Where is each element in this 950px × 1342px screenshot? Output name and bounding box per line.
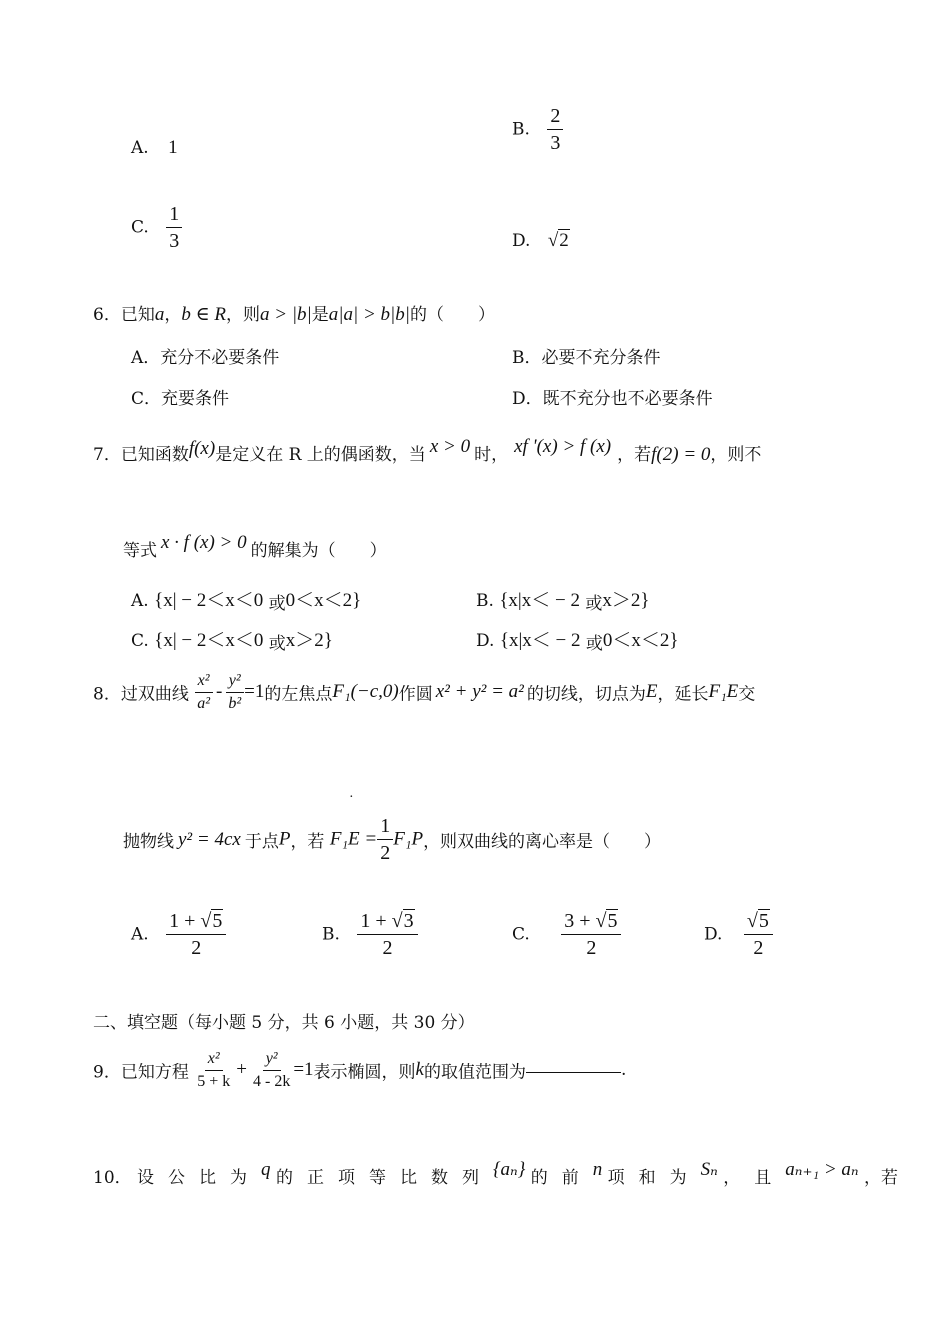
question-number: 8． bbox=[93, 684, 121, 705]
math-var: q bbox=[261, 1159, 271, 1180]
section-heading: 二、填空题（每小题 5 分，共 6 小题，共 30 分） bbox=[93, 1013, 475, 1033]
fraction bbox=[225, 672, 244, 712]
q5-option-b bbox=[512, 105, 563, 154]
fraction bbox=[194, 1050, 233, 1090]
math-expr: aₙ₊₁ > aₙ bbox=[785, 1159, 859, 1180]
math-var: a bbox=[154, 304, 165, 325]
fraction bbox=[377, 815, 393, 864]
option-set: {x| − 2＜x＜0 bbox=[154, 630, 264, 651]
math-expr: F₁(−c,0) bbox=[332, 681, 399, 703]
stem-text: ，若 bbox=[290, 832, 325, 852]
math-expr: F₁E bbox=[708, 681, 739, 703]
math-expr: xf '(x) > f (x) bbox=[514, 436, 612, 457]
fraction bbox=[166, 203, 182, 252]
denominator: 2 bbox=[586, 937, 597, 959]
numerator: 2 bbox=[547, 105, 563, 130]
option-label: B. bbox=[322, 924, 340, 945]
radicand: 3 bbox=[403, 910, 414, 932]
stem-text: ，若 bbox=[864, 1168, 899, 1188]
option-set: {x| − 2＜x＜0 bbox=[154, 590, 264, 611]
math-var: n bbox=[592, 1159, 603, 1180]
option-text: 充要条件 bbox=[161, 389, 230, 409]
stem-text: 已知函数 bbox=[120, 445, 189, 465]
option-label: D. bbox=[476, 631, 495, 651]
fraction bbox=[547, 105, 563, 154]
option-set: {x|x＜ − 2 bbox=[499, 590, 580, 611]
option-label: B. bbox=[512, 119, 530, 140]
radicand: 5 bbox=[607, 910, 618, 932]
stem-text: 的切线，切点为 bbox=[526, 684, 646, 705]
stem-text: ，则 bbox=[226, 305, 260, 325]
q6-stem bbox=[93, 300, 495, 326]
sqrt-expression: √2 bbox=[547, 230, 569, 251]
numerator: 1 bbox=[377, 815, 393, 840]
stem-text: ，若 bbox=[617, 445, 652, 465]
option-label: C． bbox=[131, 389, 162, 409]
stem-text: 交 bbox=[738, 684, 756, 705]
q6-option-a bbox=[131, 343, 279, 368]
radicand: 5 bbox=[212, 910, 223, 932]
option-label: D. bbox=[704, 924, 723, 945]
math-expr: {aₙ} bbox=[492, 1159, 526, 1180]
option-label: B． bbox=[512, 348, 542, 368]
stem-text: 过双曲线 bbox=[120, 684, 189, 705]
option-value: 1 bbox=[168, 137, 178, 158]
denominator: 5 + k bbox=[197, 1072, 231, 1090]
dot-mark: · bbox=[349, 790, 354, 805]
denominator: 3 bbox=[550, 132, 561, 154]
math-expr: f(2) = 0 bbox=[651, 444, 711, 465]
question-number: 7． bbox=[93, 445, 121, 465]
q5-option-a bbox=[131, 137, 178, 159]
option-label: D． bbox=[512, 389, 543, 409]
option-or: 或 bbox=[268, 634, 286, 654]
stem-text: 时， bbox=[474, 445, 509, 465]
math-expr: x · f (x) > 0 bbox=[161, 532, 247, 553]
fraction: $\frac{3 + √5}{2}$ bbox=[561, 910, 621, 959]
question-number: 6． bbox=[93, 305, 121, 325]
option-set: {x|x＜ − 2 bbox=[499, 630, 581, 651]
math-expr: F₁P bbox=[393, 828, 424, 850]
stem-text: 抛物线 bbox=[123, 832, 174, 852]
q8-option-b bbox=[322, 910, 418, 959]
q8-option-a bbox=[131, 910, 226, 959]
option-label: A． bbox=[131, 348, 161, 368]
stem-text: 的解集为（ ） bbox=[250, 541, 387, 561]
numerator: 1 bbox=[166, 203, 182, 228]
q9-stem bbox=[93, 1050, 626, 1090]
math-op: + bbox=[236, 1059, 247, 1081]
fraction: $\frac{1 + √5}{2}$ bbox=[166, 910, 226, 959]
stem-text: 的前 bbox=[530, 1168, 593, 1188]
q7-option-a bbox=[131, 585, 361, 614]
math-expr: a|a| > b|b| bbox=[328, 304, 410, 325]
numerator: 1 + bbox=[169, 910, 201, 932]
stem-text: ，且 bbox=[723, 1168, 786, 1188]
answer-blank bbox=[526, 1071, 621, 1073]
stem-text: 是 bbox=[311, 305, 329, 325]
q5-option-d bbox=[512, 230, 570, 252]
denominator: a² bbox=[197, 694, 211, 712]
math-expr: =1 bbox=[293, 1059, 314, 1081]
denominator: 3 bbox=[169, 230, 180, 252]
math-expr: f(x) bbox=[188, 438, 216, 459]
numerator: 3 + bbox=[564, 910, 596, 932]
option-label: C. bbox=[512, 924, 530, 945]
option-label: B. bbox=[476, 591, 494, 611]
option-or: 或 bbox=[585, 594, 603, 614]
stem-text: 作圆 bbox=[398, 684, 433, 705]
q7-stem-line2 bbox=[123, 532, 387, 561]
math-var: k bbox=[415, 1059, 424, 1081]
radicand: 2 bbox=[559, 230, 569, 251]
option-set-rest: 0＜x＜2} bbox=[602, 630, 679, 651]
q10-stem bbox=[93, 1158, 898, 1188]
stem-text: 已知 bbox=[120, 305, 155, 325]
numerator: y² bbox=[263, 1050, 281, 1071]
denominator: 2 bbox=[753, 937, 764, 959]
denominator: b² bbox=[228, 694, 242, 712]
stem-text: ， bbox=[164, 305, 182, 325]
math-expr: x² + y² = a² bbox=[435, 681, 524, 703]
q8-option-d bbox=[704, 910, 773, 959]
option-label: C. bbox=[131, 631, 149, 651]
q5-option-c bbox=[131, 203, 182, 252]
stem-text: 等式 bbox=[123, 541, 157, 561]
option-or: 或 bbox=[585, 634, 603, 654]
numerator: x² bbox=[195, 672, 213, 693]
stem-text: ，则不 bbox=[710, 445, 762, 465]
option-label: D. bbox=[512, 231, 531, 251]
question-number: 9． bbox=[93, 1062, 121, 1083]
fraction bbox=[250, 1050, 293, 1090]
math-expr: F₁E = bbox=[329, 828, 378, 850]
stem-text: 已知方程 bbox=[120, 1062, 189, 1083]
stem-text: 的左焦点 bbox=[264, 684, 333, 705]
option-label: C. bbox=[131, 217, 149, 238]
stem-text: 的正项等比数列 bbox=[275, 1168, 493, 1188]
option-set-rest: 0＜x＜2} bbox=[285, 590, 362, 611]
q8-option-c bbox=[512, 910, 621, 959]
denominator: 4 - 2k bbox=[252, 1072, 291, 1090]
option-text: 充分不必要条件 bbox=[160, 348, 280, 368]
stem-text: 项和为 bbox=[607, 1168, 701, 1188]
fraction: $\frac{1 + √3}{2}$ bbox=[357, 910, 417, 959]
math-expr: x > 0 bbox=[429, 436, 471, 457]
math-expr: =1 bbox=[244, 681, 265, 703]
stem-text: 的取值范围为 bbox=[423, 1062, 526, 1083]
q6-option-d bbox=[512, 384, 713, 409]
question-number: 10． bbox=[93, 1168, 132, 1188]
math-expr: b ∈ R bbox=[181, 304, 226, 325]
math-var: E bbox=[645, 681, 658, 703]
stem-text: 表示椭圆，则 bbox=[313, 1062, 416, 1083]
denominator: 2 bbox=[380, 842, 391, 864]
math-var: P bbox=[278, 828, 291, 850]
denominator: 2 bbox=[191, 937, 202, 959]
radicand: 5 bbox=[758, 910, 769, 932]
math-op: - bbox=[216, 681, 223, 703]
math-var: Sₙ bbox=[700, 1159, 718, 1180]
numerator: x² bbox=[205, 1050, 223, 1071]
numerator: 1 + bbox=[360, 910, 392, 932]
q6-option-c bbox=[131, 384, 229, 409]
stem-text: ，则双曲线的离心率是（ ） bbox=[423, 832, 662, 852]
option-label: A. bbox=[131, 138, 149, 158]
q6-option-b bbox=[512, 343, 661, 368]
q7-option-b bbox=[476, 585, 649, 614]
denominator: 2 bbox=[382, 937, 393, 959]
q7-option-d bbox=[476, 625, 679, 654]
option-label: A. bbox=[131, 591, 149, 611]
stem-text: 是定义在 R 上的偶函数，当 bbox=[215, 445, 426, 465]
option-set-rest: x＞2} bbox=[602, 590, 650, 611]
fraction bbox=[194, 672, 213, 712]
option-text: 既不充分也不必要条件 bbox=[542, 389, 713, 409]
option-label: A. bbox=[131, 924, 149, 945]
stem-text: 设公比为 bbox=[137, 1168, 262, 1188]
stem-text: 于点 bbox=[244, 832, 279, 852]
numerator: y² bbox=[226, 672, 244, 693]
fraction: $\frac{√5}{2}$ bbox=[744, 910, 773, 959]
option-or: 或 bbox=[268, 594, 286, 614]
stem-text: 的（ ） bbox=[410, 305, 495, 325]
option-set-rest: x＞2} bbox=[285, 630, 333, 651]
option-text: 必要不充分条件 bbox=[541, 348, 661, 368]
math-expr: y² = 4cx bbox=[178, 828, 241, 850]
stem-text: . bbox=[620, 1060, 627, 1081]
q7-stem-line1 bbox=[93, 436, 761, 466]
q8-stem-line2 bbox=[123, 815, 661, 864]
q8-stem-line1 bbox=[93, 672, 755, 712]
math-expr: a > |b| bbox=[260, 304, 312, 325]
stem-text: ，延长 bbox=[657, 684, 709, 705]
q7-option-c bbox=[131, 625, 333, 654]
